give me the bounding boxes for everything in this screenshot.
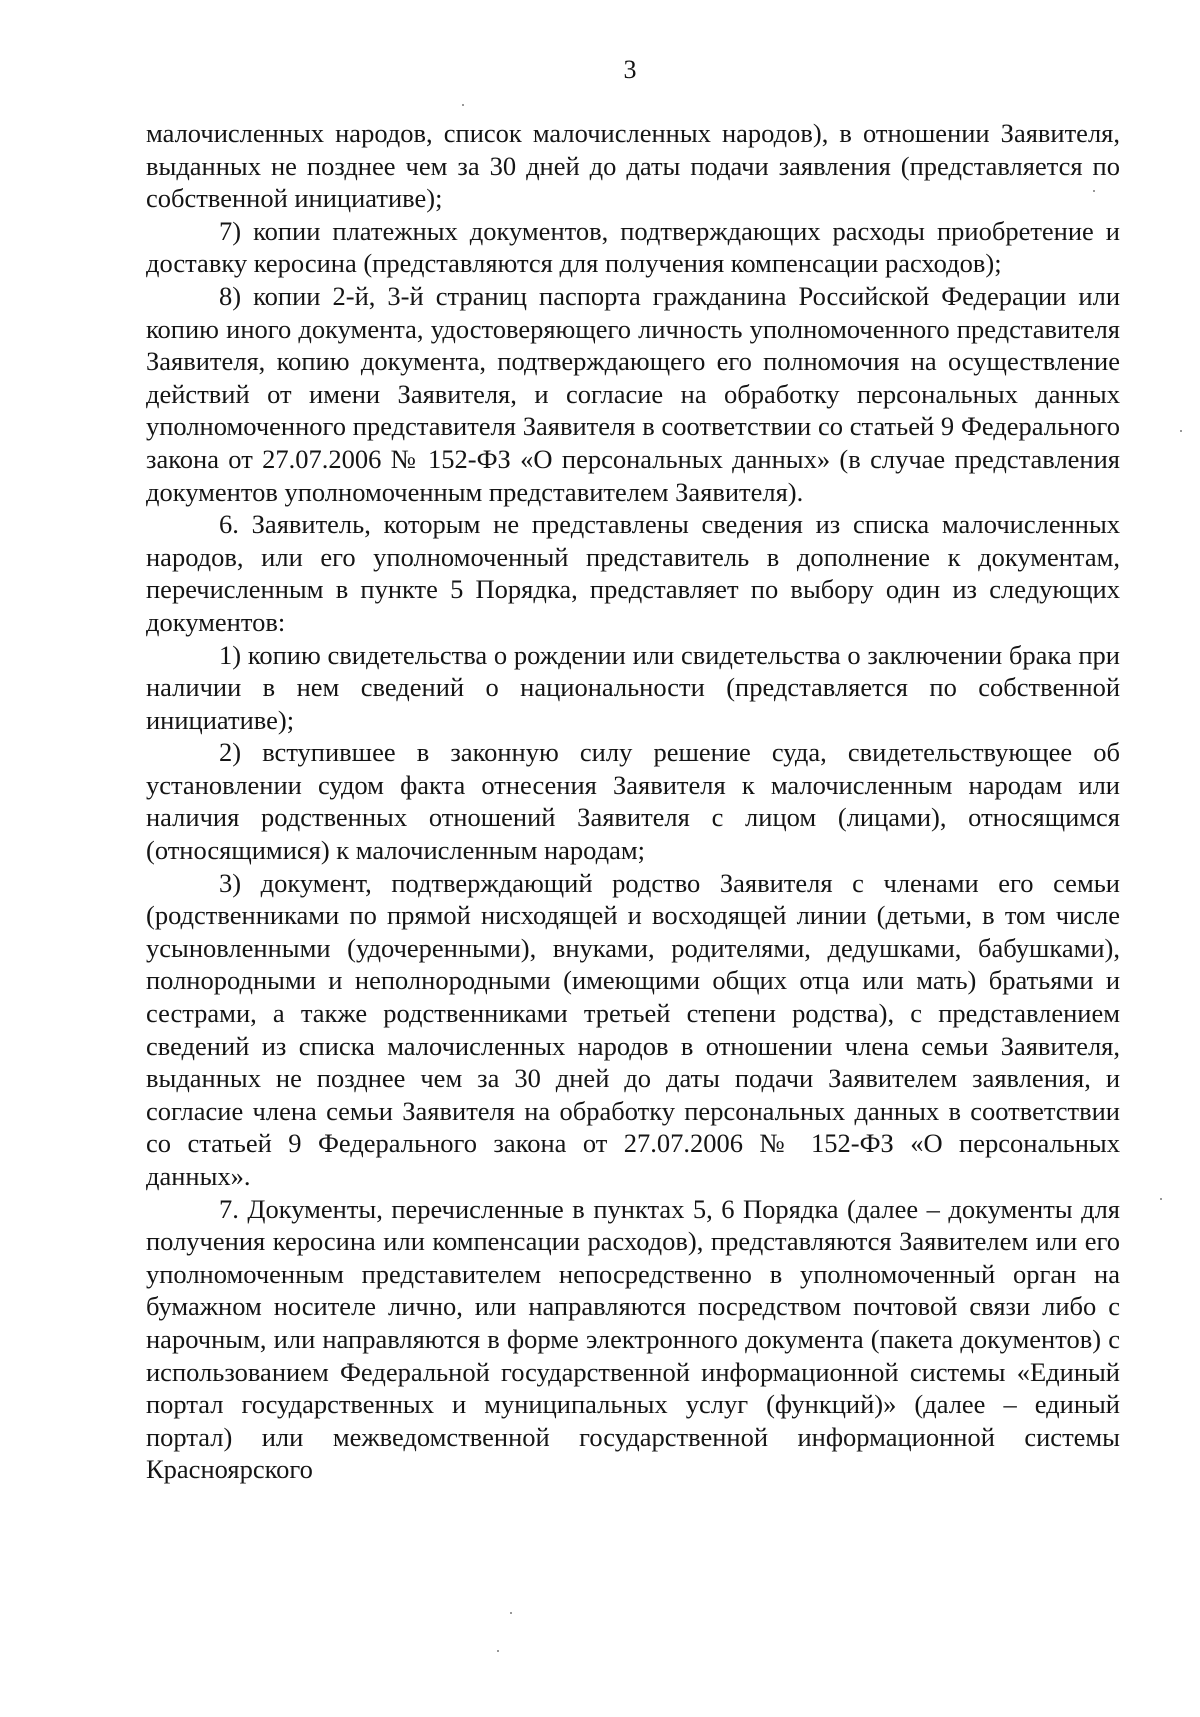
scan-speck xyxy=(497,1650,499,1652)
scan-speck xyxy=(1093,190,1095,192)
paragraph-subitem-2: 2) вступившее в законную силу решение суда, свидетельствующее об установлении судом факта отнесения Заявителя к малочисленным народам или наличия родственных отношений Заявителя с лицом (лицами), относящимся (относящимися) к малочисленным народам; xyxy=(146,737,1120,866)
scan-speck xyxy=(462,104,464,106)
page-number: 3 xyxy=(623,55,637,84)
paragraph-section-6: 6. Заявитель, которым не представлены сведения из списка малочисленных народов, или его уполномоченный представитель в дополнение к документам, перечисленным в пункте 5 Порядка, представляет по выбору один из следующих документов: xyxy=(146,509,1120,637)
paragraph-item-7: 7) копии платежных документов, подтверждающих расходы приобретение и доставку керосина (представляются для получения компенсации расходов); xyxy=(146,215,1120,279)
paragraph-section-7: 7. Документы, перечисленные в пунктах 5, 6 Порядка (далее – документы для получения керосина или компенсации расходов), представляются Заявителем или его уполномоченным представителем непосредственно в уполномоченный орган на бумажном носителе лично, или направляются посредством почтовой связи либо с нарочным, или направляются в форме электронного документа (пакета документов) с использованием Федеральной государственной информационной системы «Единый портал государственных и муниципальных услуг (функций)» (далее – единый портал) или межведомственной государственной информационной системы Красноярского xyxy=(146,1193,1120,1485)
paragraph-item-8: 8) копии 2-й, 3-й страниц паспорта гражданина Российской Федерации или копию иного документа, удостоверяющего личность уполномоченного представителя Заявителя, копию документа, подтверждающего его полномочия на осуществление действий от имени Заявителя, и согласие на обработку персональных данных уполномоченного представителя Заявителя в соответствии со статьей 9 Федерального закона от 27.07.2006 № 152-ФЗ «О персональных данных» (в случае представления документов уполномоченным представителем Заявителя). xyxy=(146,280,1120,507)
paragraph-subitem-3: 3) документ, подтверждающий родство Заявителя с членами его семьи (родственниками по прямой нисходящей и восходящей линии (детьми, в том числе усыновленными (удочеренными), внуками, родителями, дедушками, бабушками), полнородными и неполнородными (имеющими общих отца или мать) братьями и сестрами, а также родственниками третьей степени родства), с представлением сведений из списка малочисленных народов в отношении члена семьи Заявителя, выданных не позднее чем за 30 дней до даты подачи Заявителем заявления, и согласие члена семьи Заявителя на обработку персональных данных в соответствии со статьей 9 Федерального закона от 27.07.2006 № 152-ФЗ «О персональных данных». xyxy=(146,867,1120,1191)
document-body xyxy=(146,117,1120,1486)
scan-speck xyxy=(1180,430,1182,432)
paragraph-subitem-1: 1) копию свидетельства о рождении или свидетельства о заключении брака при наличии в нем сведений о национальности (представляется по собственной инициативе); xyxy=(146,639,1120,735)
paragraph-continuation: малочисленных народов, список малочисленных народов), в отношении Заявителя, выданных не позднее чем за 30 дней до даты подачи заявления (представляется по собственной инициативе); xyxy=(146,118,1120,214)
scan-speck xyxy=(1160,1198,1162,1200)
scan-speck xyxy=(510,1612,512,1614)
